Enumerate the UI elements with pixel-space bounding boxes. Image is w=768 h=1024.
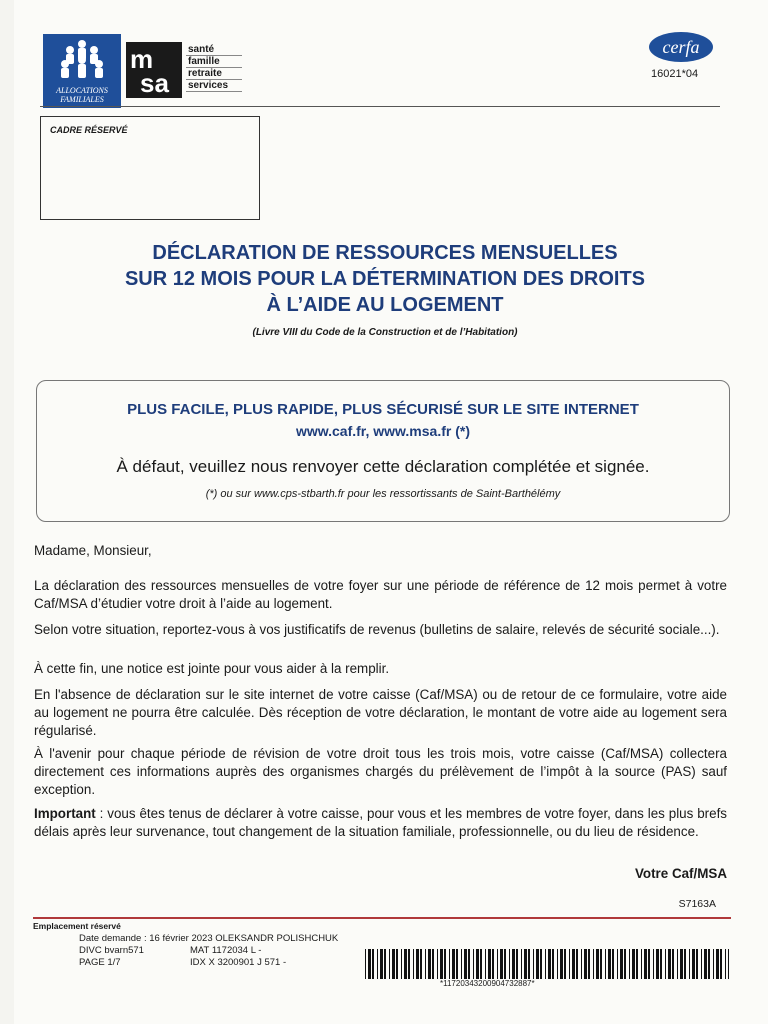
important-text: : vous êtes tenus de déclarer à votre caisse, pour vous et les membres de votre foyer, dans les plus brefs délais après leur survenance, tout changement de la situation familiale, professionnelle, ou du lieu de résidence.: [34, 806, 727, 839]
caf-family-icon: [57, 38, 107, 84]
reserved-box: [40, 116, 260, 220]
signature: Votre Caf/MSA: [634, 866, 727, 881]
info-sites: www.caf.fr, www.msa.fr (*): [295, 423, 470, 439]
footer-mat: MAT 1172034 L -: [190, 945, 262, 956]
msa-logo-m: m: [130, 44, 154, 74]
title-line-3: À L’AIDE AU LOGEMENT: [266, 294, 504, 316]
reserved-box-label: CADRE RÉSERVÉ: [50, 125, 128, 135]
msa-logo-sa: sa: [140, 68, 169, 98]
msa-word: services: [186, 80, 242, 92]
footer-reserved: Emplacement réservé: [33, 921, 121, 931]
subtitle: (Livre VIII du Code de la Construction et de l’Habitation): [252, 327, 518, 338]
msa-tagline: [186, 44, 242, 92]
header-divider: [40, 106, 720, 107]
letter-greeting: Madame, Monsieur,: [34, 543, 152, 558]
form-reference: S7163A: [678, 898, 716, 910]
cerfa-number: 16021*04: [651, 68, 699, 80]
barcode: [365, 949, 729, 979]
footer-date-line: Date demande : 16 février 2023 OLEKSANDR POLISHCHUK: [79, 933, 339, 944]
footer-page: PAGE 1/7: [79, 957, 121, 968]
footer-idx: IDX X 3200901 J 571 -: [190, 957, 287, 968]
msa-word: retraite: [186, 68, 242, 80]
msa-word: santé: [186, 44, 242, 56]
caf-logo-line2: FAMILIALES: [60, 95, 104, 104]
info-headline: PLUS FACILE, PLUS RAPIDE, PLUS SÉCURISÉ SUR LE SITE INTERNET: [127, 401, 639, 418]
letter-paragraph: La déclaration des ressources mensuelles de votre foyer sur une période de référence de 12 mois permet à votre Caf/MSA d’étudier votre droit à l’aide au logement.: [34, 578, 727, 611]
cerfa-logo: cerfa: [649, 32, 713, 62]
caf-logo-line1: ALLOCATIONS: [56, 86, 108, 95]
letter-paragraph: À cette fin, une notice est jointe pour vous aider à la remplir.: [34, 661, 390, 676]
info-footnote: (*) ou sur www.cps-stbarth.fr pour les ressortissants de Saint-Barthélémy: [205, 488, 561, 500]
letter-paragraph-important: [34, 805, 727, 841]
info-instruction: À défaut, veuillez nous renvoyer cette déclaration complétée et signée.: [116, 457, 650, 476]
title-line-1: DÉCLARATION DE RESSOURCES MENSUELLES: [152, 242, 618, 264]
important-label: Important: [34, 806, 96, 821]
info-box: [36, 380, 730, 522]
footer-divider: [33, 917, 731, 919]
letter-paragraph: Selon votre situation, reportez-vous à vos justificatifs de revenus (bulletins de salaire, relevés de sécurité sociale...).: [34, 622, 720, 637]
msa-word: famille: [186, 56, 242, 68]
caf-logo: [43, 34, 121, 108]
footer-divc: DIVC bvarn571: [79, 945, 144, 956]
letter-paragraph: En l'absence de déclaration sur le site internet de votre caisse (Caf/MSA) ou de retour de ce formulaire, votre aide au logement ne pourra être calculée. Dès réception de votre déclaration, le montant de votre aide au logement sera régularisé.: [34, 687, 727, 738]
barcode-text: *11720343200904732887*: [440, 979, 535, 988]
title-line-2: SUR 12 MOIS POUR LA DÉTERMINATION DES DROITS: [124, 268, 646, 290]
msa-logo: [126, 42, 182, 98]
letter-paragraph: À l'avenir pour chaque période de révision de votre droit tous les trois mois, votre caisse (Caf/MSA) collectera directement ces informations auprès des organismes chargés du prélèvement de l’impôt à la source (PAS) sauf exception.: [34, 746, 727, 797]
